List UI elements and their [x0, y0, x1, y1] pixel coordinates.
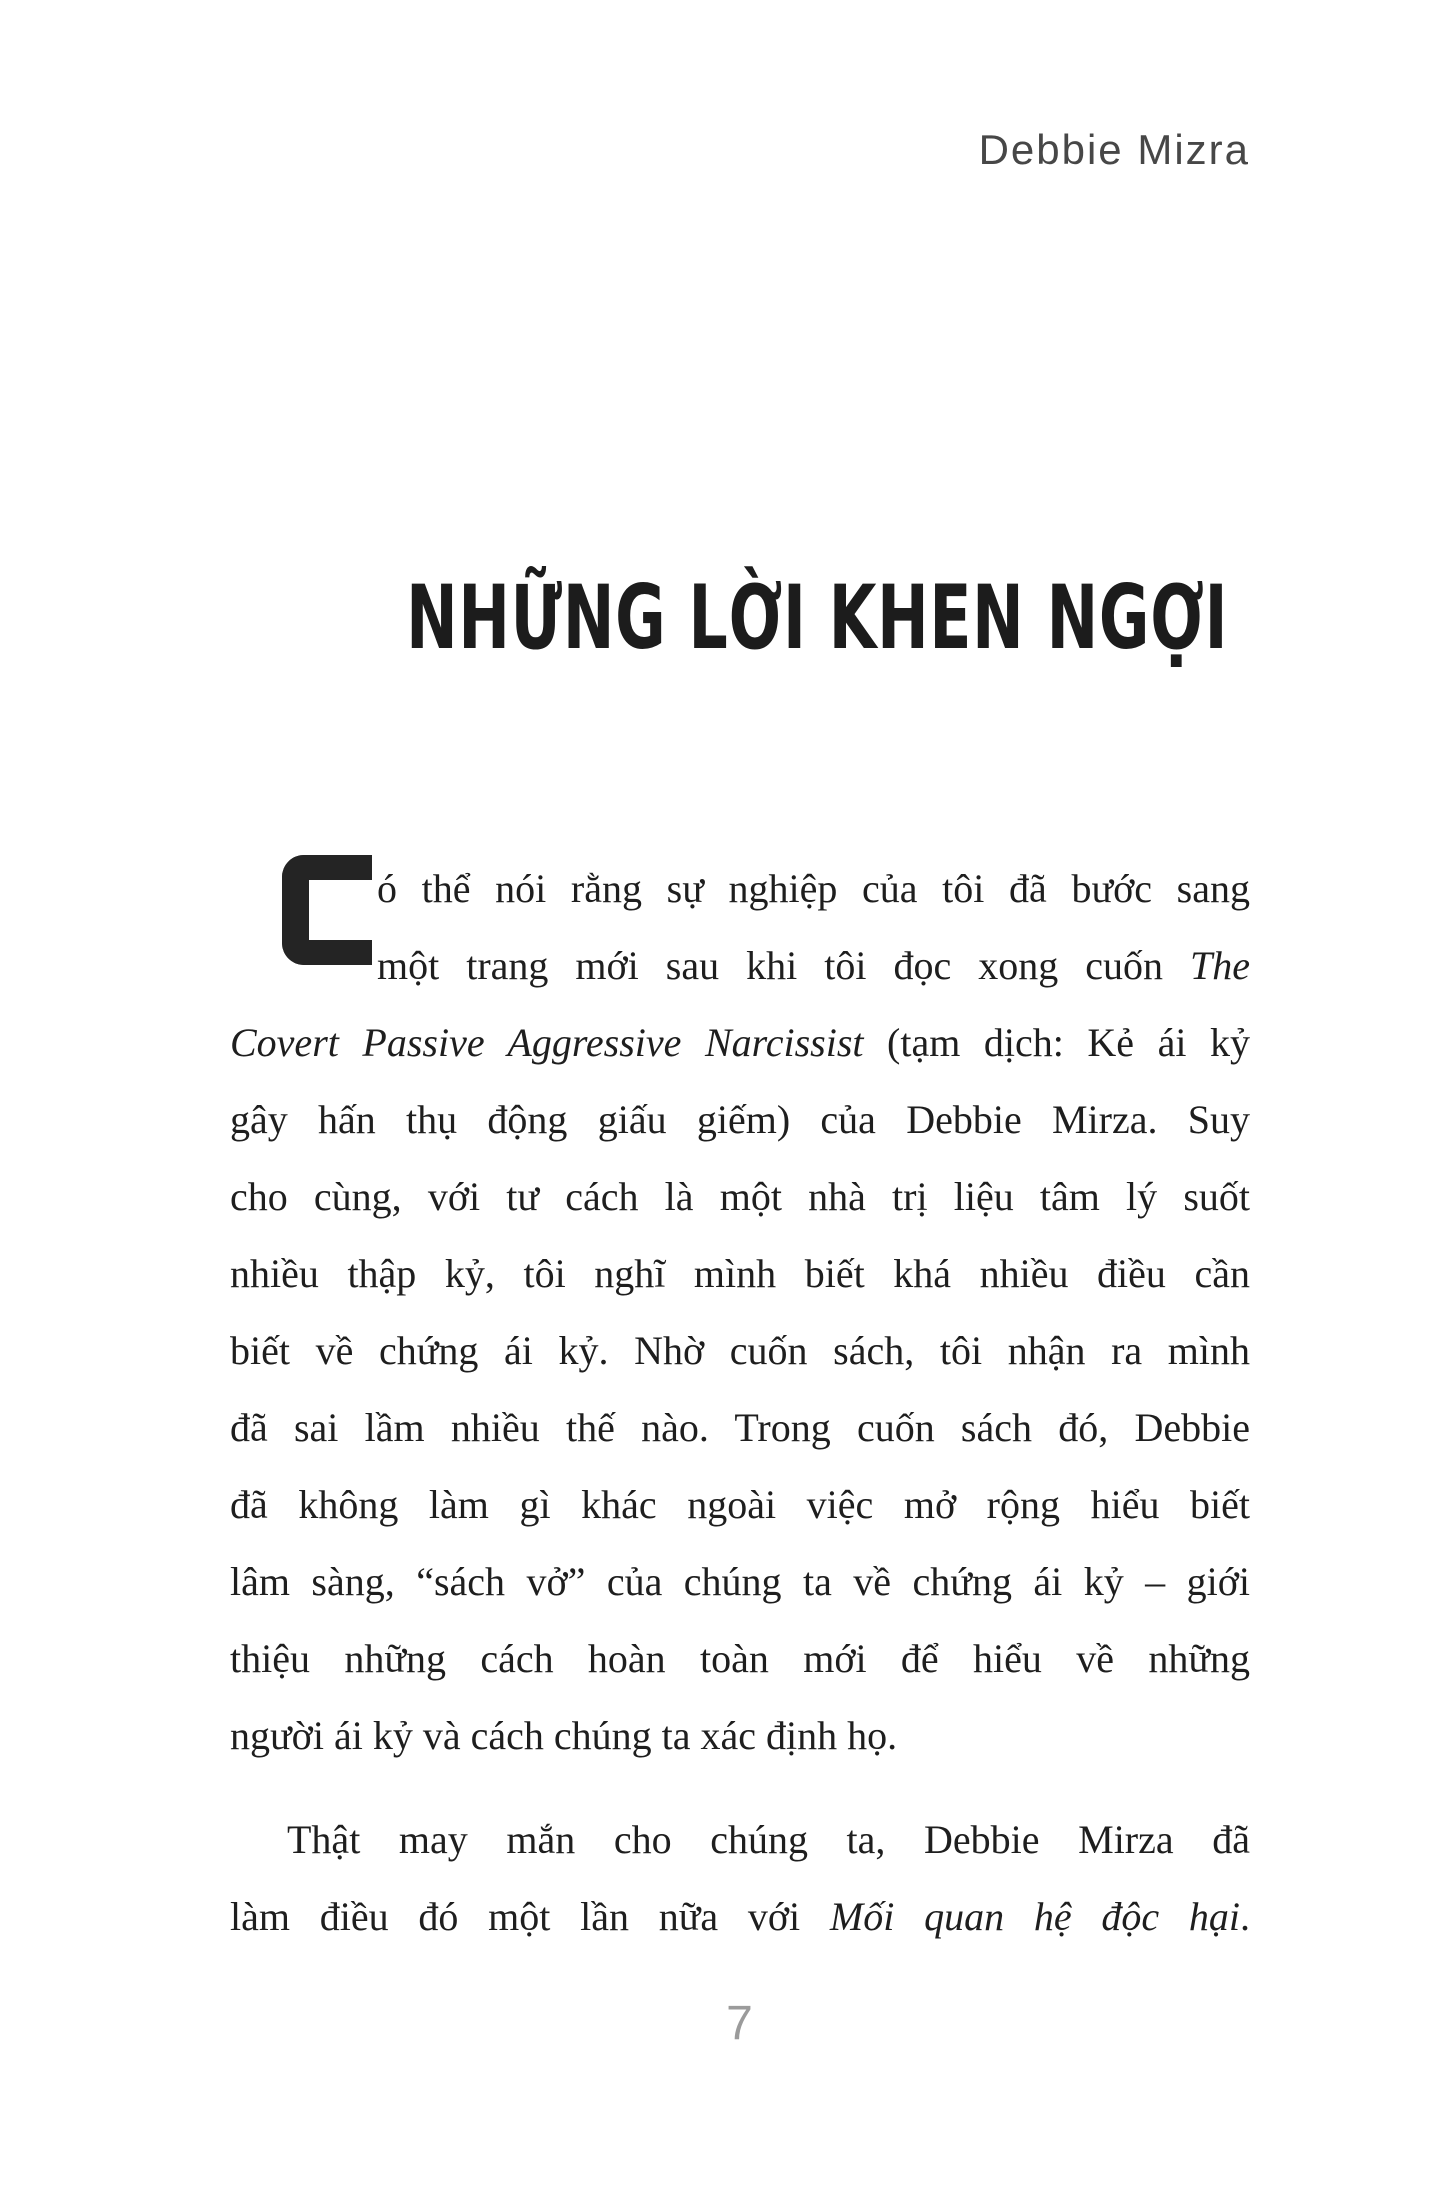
- page-number: 7: [726, 1997, 754, 2050]
- drop-cap-c: [282, 855, 372, 965]
- italic-book-title: Mối quan hệ độc hại: [829, 1894, 1240, 1939]
- line-text: (tạm dịch: Kẻ ái kỷ: [863, 1020, 1250, 1065]
- line-text: đã không làm gì khác ngoài việc mở rộng hiểu biết: [230, 1482, 1250, 1527]
- paragraph-1: [230, 850, 1250, 1774]
- running-header-author: Debbie Mizra: [978, 126, 1250, 173]
- paragraph-2: [230, 1801, 1250, 1955]
- text-line: [230, 1235, 1250, 1312]
- text-line: [230, 1081, 1250, 1158]
- line-text: một trang mới sau khi tôi đọc xong cuốn: [377, 943, 1190, 988]
- text-line: [377, 927, 1250, 1004]
- line-text: Thật may mắn cho chúng ta, Debbie Mirza đã: [287, 1817, 1250, 1862]
- text-line: [230, 1389, 1250, 1466]
- body-text: [230, 850, 1250, 1955]
- line-text: biết về chứng ái kỷ. Nhờ cuốn sách, tôi nhận ra mình: [230, 1328, 1250, 1373]
- line-text: ó thể nói rằng sự nghiệp của tôi đã bước sang: [377, 866, 1250, 911]
- text-line: [230, 1697, 1250, 1774]
- line-text: thiệu những cách hoàn toàn mới để hiểu về những: [230, 1636, 1250, 1681]
- text-line: [230, 1158, 1250, 1235]
- line-text: .: [1240, 1894, 1250, 1939]
- text-line: [230, 1543, 1250, 1620]
- text-line: [230, 1801, 1250, 1878]
- text-line: [377, 850, 1250, 927]
- line-text: đã sai lầm nhiều thế nào. Trong cuốn sách đó, Debbie: [230, 1405, 1250, 1450]
- line-text: lâm sàng, “sách vở” của chúng ta về chứng ái kỷ – giới: [230, 1559, 1250, 1604]
- text-line: [230, 1620, 1250, 1697]
- italic-book-title: The: [1190, 943, 1250, 988]
- chapter-title-text: NHỮNG LỜI KHEN NGỢI: [406, 566, 1229, 669]
- line-text: gây hấn thụ động giấu giếm) của Debbie Mirza. Suy: [230, 1097, 1250, 1142]
- line-text: người ái kỷ và cách chúng ta xác định họ.: [230, 1713, 898, 1758]
- text-line: [230, 1466, 1250, 1543]
- italic-book-title: Covert Passive Aggressive Narcissist: [230, 1020, 864, 1065]
- line-text: nhiều thập kỷ, tôi nghĩ mình biết khá nhiều điều cần: [230, 1251, 1250, 1296]
- line-text: cho cùng, với tư cách là một nhà trị liệu tâm lý suốt: [230, 1174, 1250, 1219]
- line-text: làm điều đó một lần nữa với: [230, 1894, 830, 1939]
- text-line: [230, 1004, 1250, 1081]
- chapter-title: [230, 566, 1250, 669]
- text-line: [230, 1312, 1250, 1389]
- opening-lines: [230, 850, 1250, 1004]
- text-line: [230, 1878, 1250, 1955]
